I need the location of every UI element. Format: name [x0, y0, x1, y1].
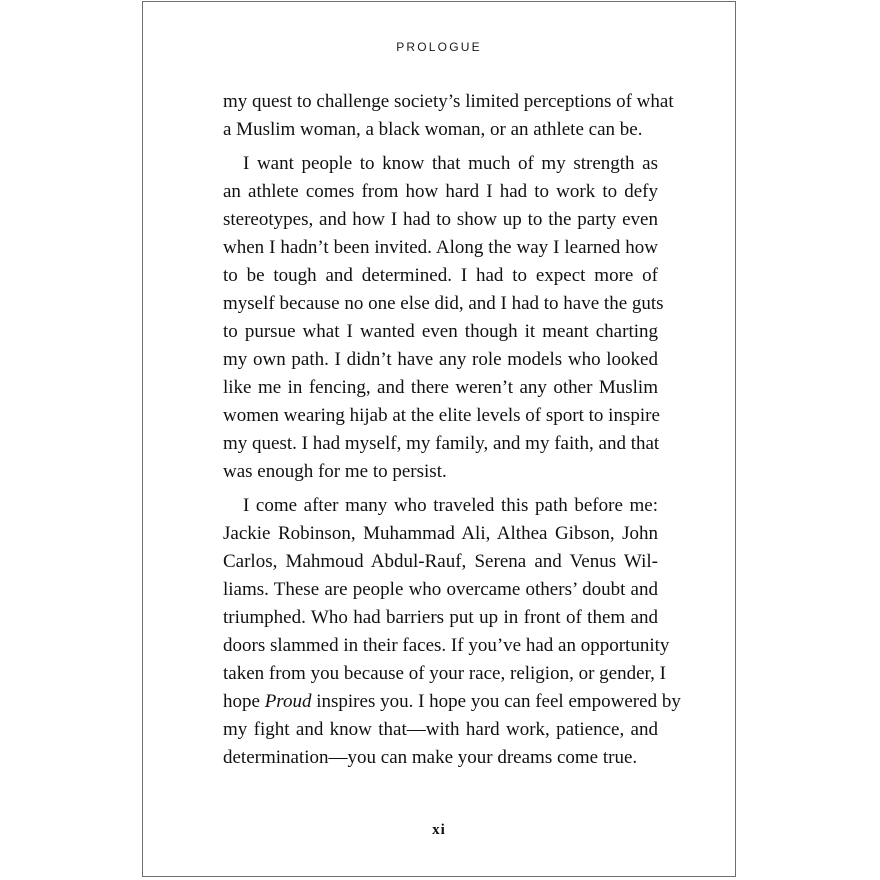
text-line: women wearing hijab at the elite levels of sport to inspire: [223, 405, 660, 426]
paragraph: [223, 150, 664, 486]
text-line: taken from you because of your race, religion, or gender, I: [223, 663, 666, 684]
text-line: hope Proud inspires you. I hope you can feel empowered by: [223, 691, 681, 712]
text-line: when I hadn’t been invited. Along the way I learned how: [223, 237, 658, 258]
text-line: myself because no one else did, and I had to have the guts: [223, 293, 664, 314]
page-number: xi: [432, 822, 446, 838]
text-line: like me in fencing, and there weren’t any other Muslim: [223, 377, 658, 398]
book-page: [142, 1, 736, 877]
paragraph: [223, 492, 681, 772]
text-line: determination—you can make your dreams come true.: [223, 747, 638, 768]
text-line: stereotypes, and how I had to show up to the party even: [223, 209, 658, 230]
text-line: I want people to know that much of my strength as: [243, 153, 658, 174]
text-line: doors slammed in their faces. If you’ve had an opportunity: [223, 635, 670, 656]
text-line: Carlos, Mahmoud Abdul-Rauf, Serena and Venus Wil-: [223, 551, 658, 572]
text-line: my quest to challenge society’s limited perceptions of what: [223, 91, 674, 112]
text-line: I come after many who traveled this path before me:: [243, 495, 658, 516]
text-line: to be tough and determined. I had to expect more of: [223, 265, 658, 286]
text-line: to pursue what I wanted even though it meant charting: [223, 321, 658, 342]
text-line: Jackie Robinson, Muhammad Ali, Althea Gibson, John: [223, 523, 658, 544]
text-line: an athlete comes from how hard I had to work to defy: [223, 181, 658, 202]
text-line: a Muslim woman, a black woman, or an athlete can be.: [223, 119, 643, 140]
text-line: was enough for me to persist.: [223, 461, 447, 482]
running-head: PROLOGUE: [396, 40, 482, 54]
prologue-body: [223, 88, 681, 772]
paragraph: [223, 88, 674, 144]
text-line: my own path. I didn’t have any role models who looked: [223, 349, 658, 370]
text-line: liams. These are people who overcame others’ doubt and: [223, 579, 658, 600]
text-line: triumphed. Who had barriers put up in front of them and: [223, 607, 658, 628]
text-line: my quest. I had myself, my family, and my faith, and that: [223, 433, 660, 454]
text-line: my fight and know that—with hard work, patience, and: [223, 719, 658, 740]
book-title-emphasis: Proud: [264, 691, 312, 712]
